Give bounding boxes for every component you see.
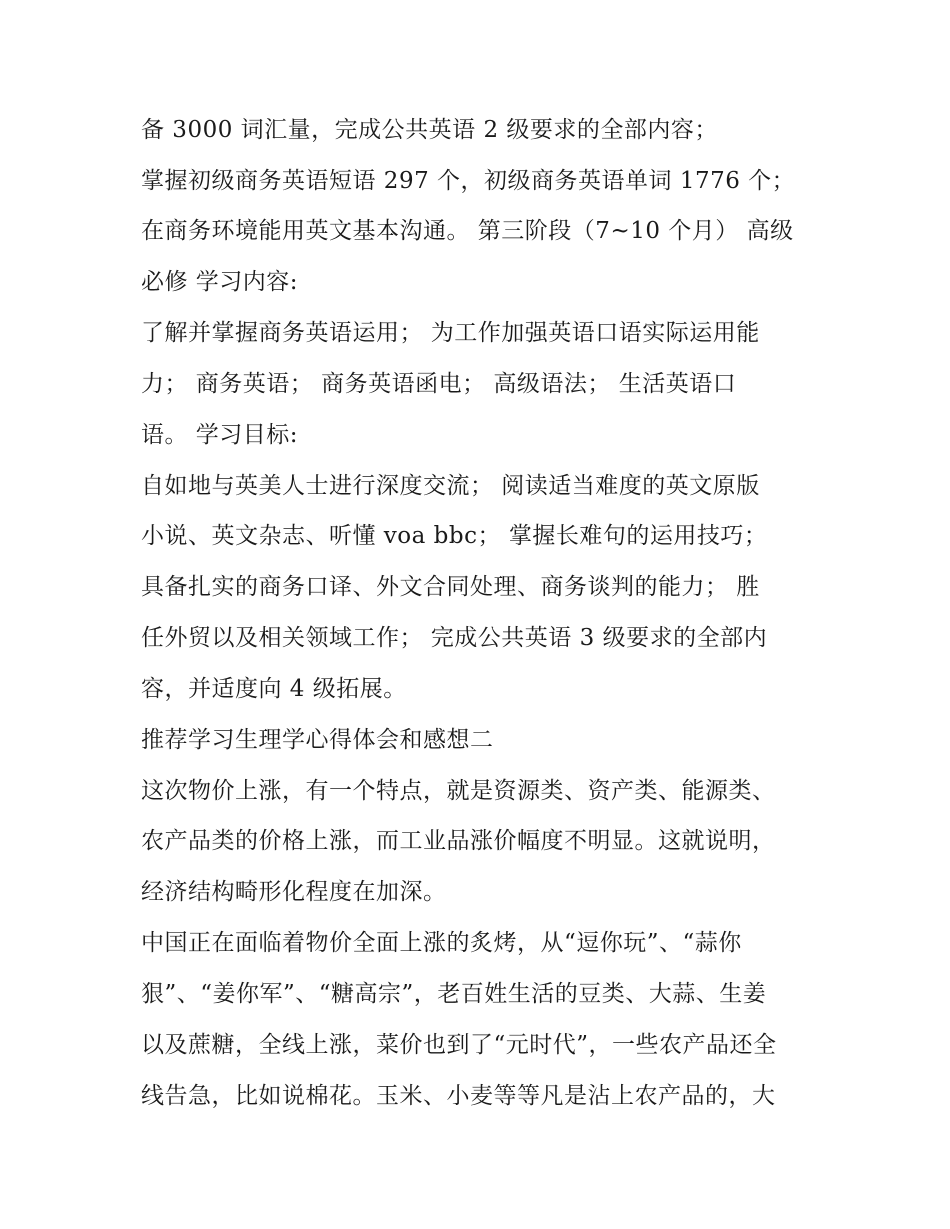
text-line: 在商务环境能用英文基本沟通。 第三阶段（7~10 个月） 高级 xyxy=(141,218,794,244)
text-line: 具备扎实的商务口译、外文合同处理、商务谈判的能力； 胜 xyxy=(141,574,760,600)
text-line: 语。 学习目标: xyxy=(141,422,299,448)
text-line: 农产品类的价格上涨，而工业品涨价幅度不明显。这就说明， xyxy=(141,828,776,854)
text-line: 小说、英文杂志、听懂 voa bbc； 掌握长难句的运用技巧； xyxy=(141,523,768,549)
text-line: 经济结构畸形化程度在加深。 xyxy=(141,879,447,905)
text-line: 掌握初级商务英语短语 297 个，初级商务英语单词 1776 个； xyxy=(141,168,796,194)
text-line: 任外贸以及相关领域工作； 完成公共英语 3 级要求的全部内 xyxy=(141,625,768,651)
text-line: 备 3000 词汇量，完成公共英语 2 级要求的全部内容； xyxy=(141,117,718,143)
text-line: 了解并掌握商务英语运用； 为工作加强英语口语实际运用能 xyxy=(141,320,760,346)
text-line: 线告急，比如说棉花。玉米、小麦等等凡是沾上农产品的，大 xyxy=(141,1083,776,1109)
text-line: 力； 商务英语； 商务英语函电； 高级语法； 生活英语口 xyxy=(141,371,737,397)
section-heading: 推荐学习生理学心得体会和感想二 xyxy=(141,727,494,753)
text-line: 这次物价上涨，有一个特点，就是资源类、资产类、能源类、 xyxy=(141,778,776,804)
text-line: 必修 学习内容: xyxy=(141,269,299,295)
text-line: 自如地与英美人士进行深度交流； 阅读适当难度的英文原版 xyxy=(141,473,760,499)
text-line: 以及蔗糖，全线上涨，菜价也到了“元时代”，一些农产品还全 xyxy=(141,1032,777,1058)
text-line: 中国正在面临着物价全面上涨的炙烤，从“逗你玩”、“蒜你 xyxy=(141,930,742,956)
text-line: 狠”、“姜你军”、“糖高宗”，老百姓生活的豆类、大蒜、生姜 xyxy=(141,981,767,1007)
text-line: 容，并适度向 4 级拓展。 xyxy=(141,676,407,702)
